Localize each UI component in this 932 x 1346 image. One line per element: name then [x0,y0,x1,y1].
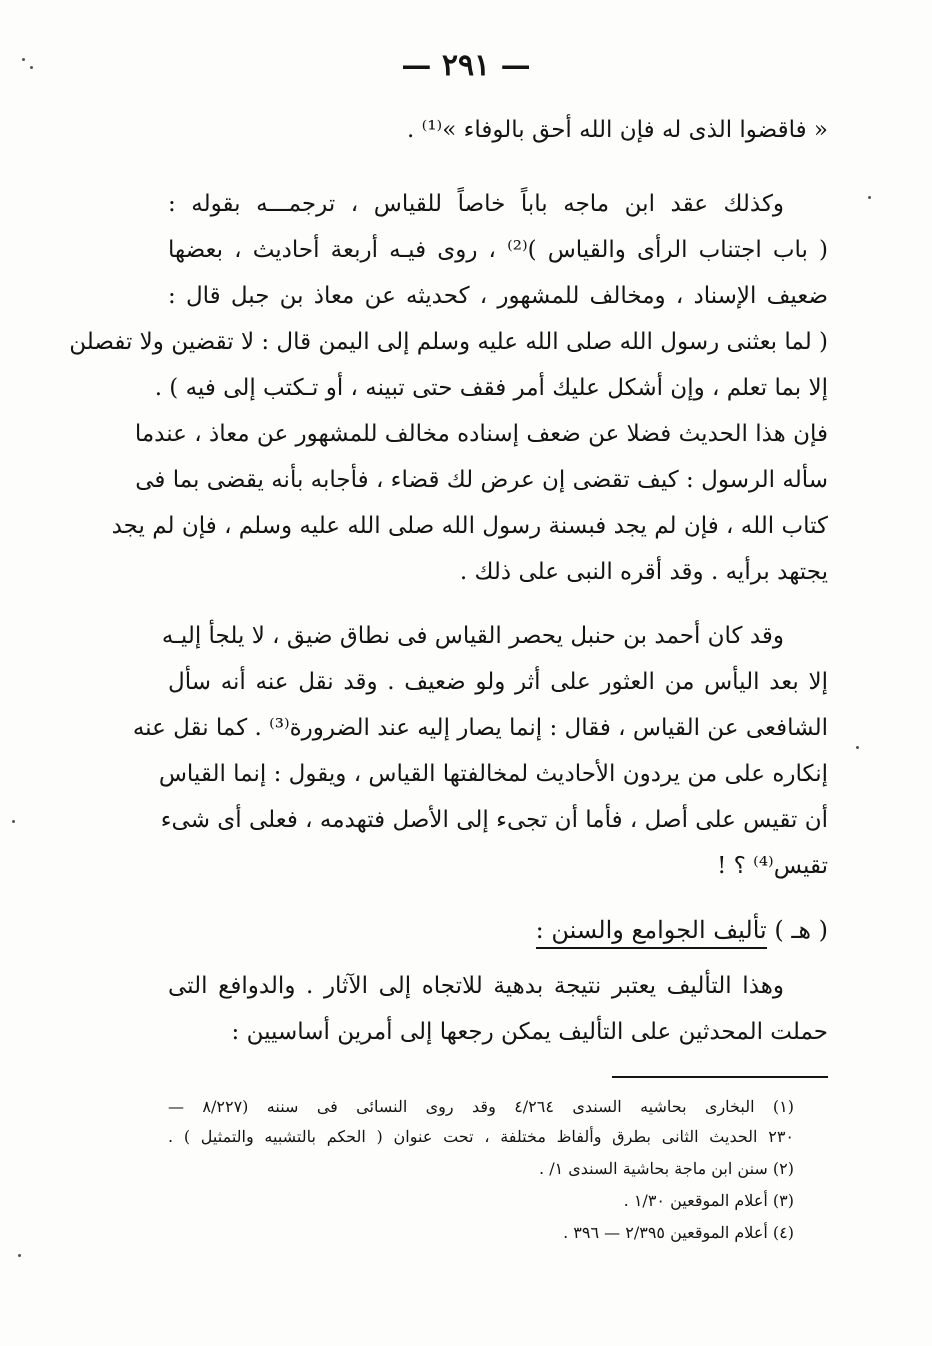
heading-marker: ( هـ ) [774,916,828,944]
scan-speck [868,196,871,199]
scan-speck [22,58,25,61]
text-line: إلا بما تعلم ، وإن أشكل عليك أمر فقف حتى تبينه ، أو تـكتب إلى فيه ) . [154,375,828,401]
scan-speck [856,746,859,749]
text-line: وهذا التأليف يعتبر نتيجة بدهية للاتجاه إلى الآثار . والدوافع التى [168,973,784,999]
heading-line [536,904,828,956]
text-line: فإن هذا الحديث فضلا عن ضعف إسناده مخالف للمشهور عن معاذ ، عندما [134,421,828,447]
scan-speck [12,820,15,823]
text-line: تقيس⁽⁴⁾ ؟ ! [717,853,828,879]
text-line: وكذلك عقد ابن ماجه باباً خاصاً للقياس ، ترجمـــه بقوله : [168,191,784,217]
text-line: « فاقضوا الذى له فإن الله أحق بالوفاء »⁽¹⁾ . [407,117,828,143]
text-line: حملت المحدثين على التأليف يمكن رجعها إلى أمرين أساسيين : [231,1019,828,1045]
text-line: ضعيف الإسناد ، ومخالف للمشهور ، كحديثه عن معاذ بن جبل قال : [168,283,828,309]
footnote-3: (٣) أعلام الموقعين ١/٣٠ . [623,1191,794,1210]
text-line: أن تقيس على أصل ، فأما أن تجىء إلى الأصل فتهدمه ، فعلى أى شىء [160,807,828,833]
text-line: يجتهد برأيه . وقد أقره النبى على ذلك . [459,559,828,585]
footnote-2: (٢) سنن ابن ماجة بحاشية السندى ١/ . [539,1159,794,1178]
text-line: إنكاره على من يردون الأحاديث لمخالفتها القياس ، ويقول : إنما القياس [158,761,828,787]
footnote-4: (٤) أعلام الموقعين ٢/٣٩٥ — ٣٩٦ . [563,1223,794,1242]
text-line: الشافعى عن القياس ، فقال : إنما يصار إليه عند الضرورة⁽³⁾ . كما نقل عنه [132,715,828,741]
text-line: ( لما بعثنى رسول الله صلى الله عليه وسلم إلى اليمن قال : لا تقضين ولا تفصلن [69,329,828,355]
text-line: سأله الرسول : كيف تقضى إن عرض لك قضاء ، فأجابه بأنه يقضى بما فى [135,467,828,493]
scan-speck [18,1254,21,1257]
footnote-1: (١) البخارى بحاشيه السندى ٤/٢٦٤ وقد روى النسائى فى سننه (٨/٢٢٧ — [168,1097,795,1116]
page-number: — ٢٩١ — [401,48,531,83]
footnote-separator [612,1076,828,1078]
text-line: إلا بعد اليأس من العثور على أثر ولو ضعيف . وقد نقل عنه أنه سأل [168,669,828,695]
footnote-1-continued: ٢٣٠ الحديث الثانى بطرق وألفاظ مختلفة ، تحت عنوان ( الحكم بالتشبيه والتمثيل ) . [168,1127,794,1146]
text-line: وقد كان أحمد بن حنبل يحصر القياس فى نطاق ضيق ، لا يلجأ إليـه [161,623,784,649]
scan-speck [30,66,33,69]
text-line: ( باب اجتناب الرأى والقياس )⁽²⁾ ، روى فيـه أربعة أحاديث ، بعضها [168,237,828,263]
heading-title: تأليف الجوامع والسنن : [536,916,767,949]
text-line: كتاب الله ، فإن لم يجد فبسنة رسول الله صلى الله عليه وسلم ، فإن لم يجد [111,513,828,539]
